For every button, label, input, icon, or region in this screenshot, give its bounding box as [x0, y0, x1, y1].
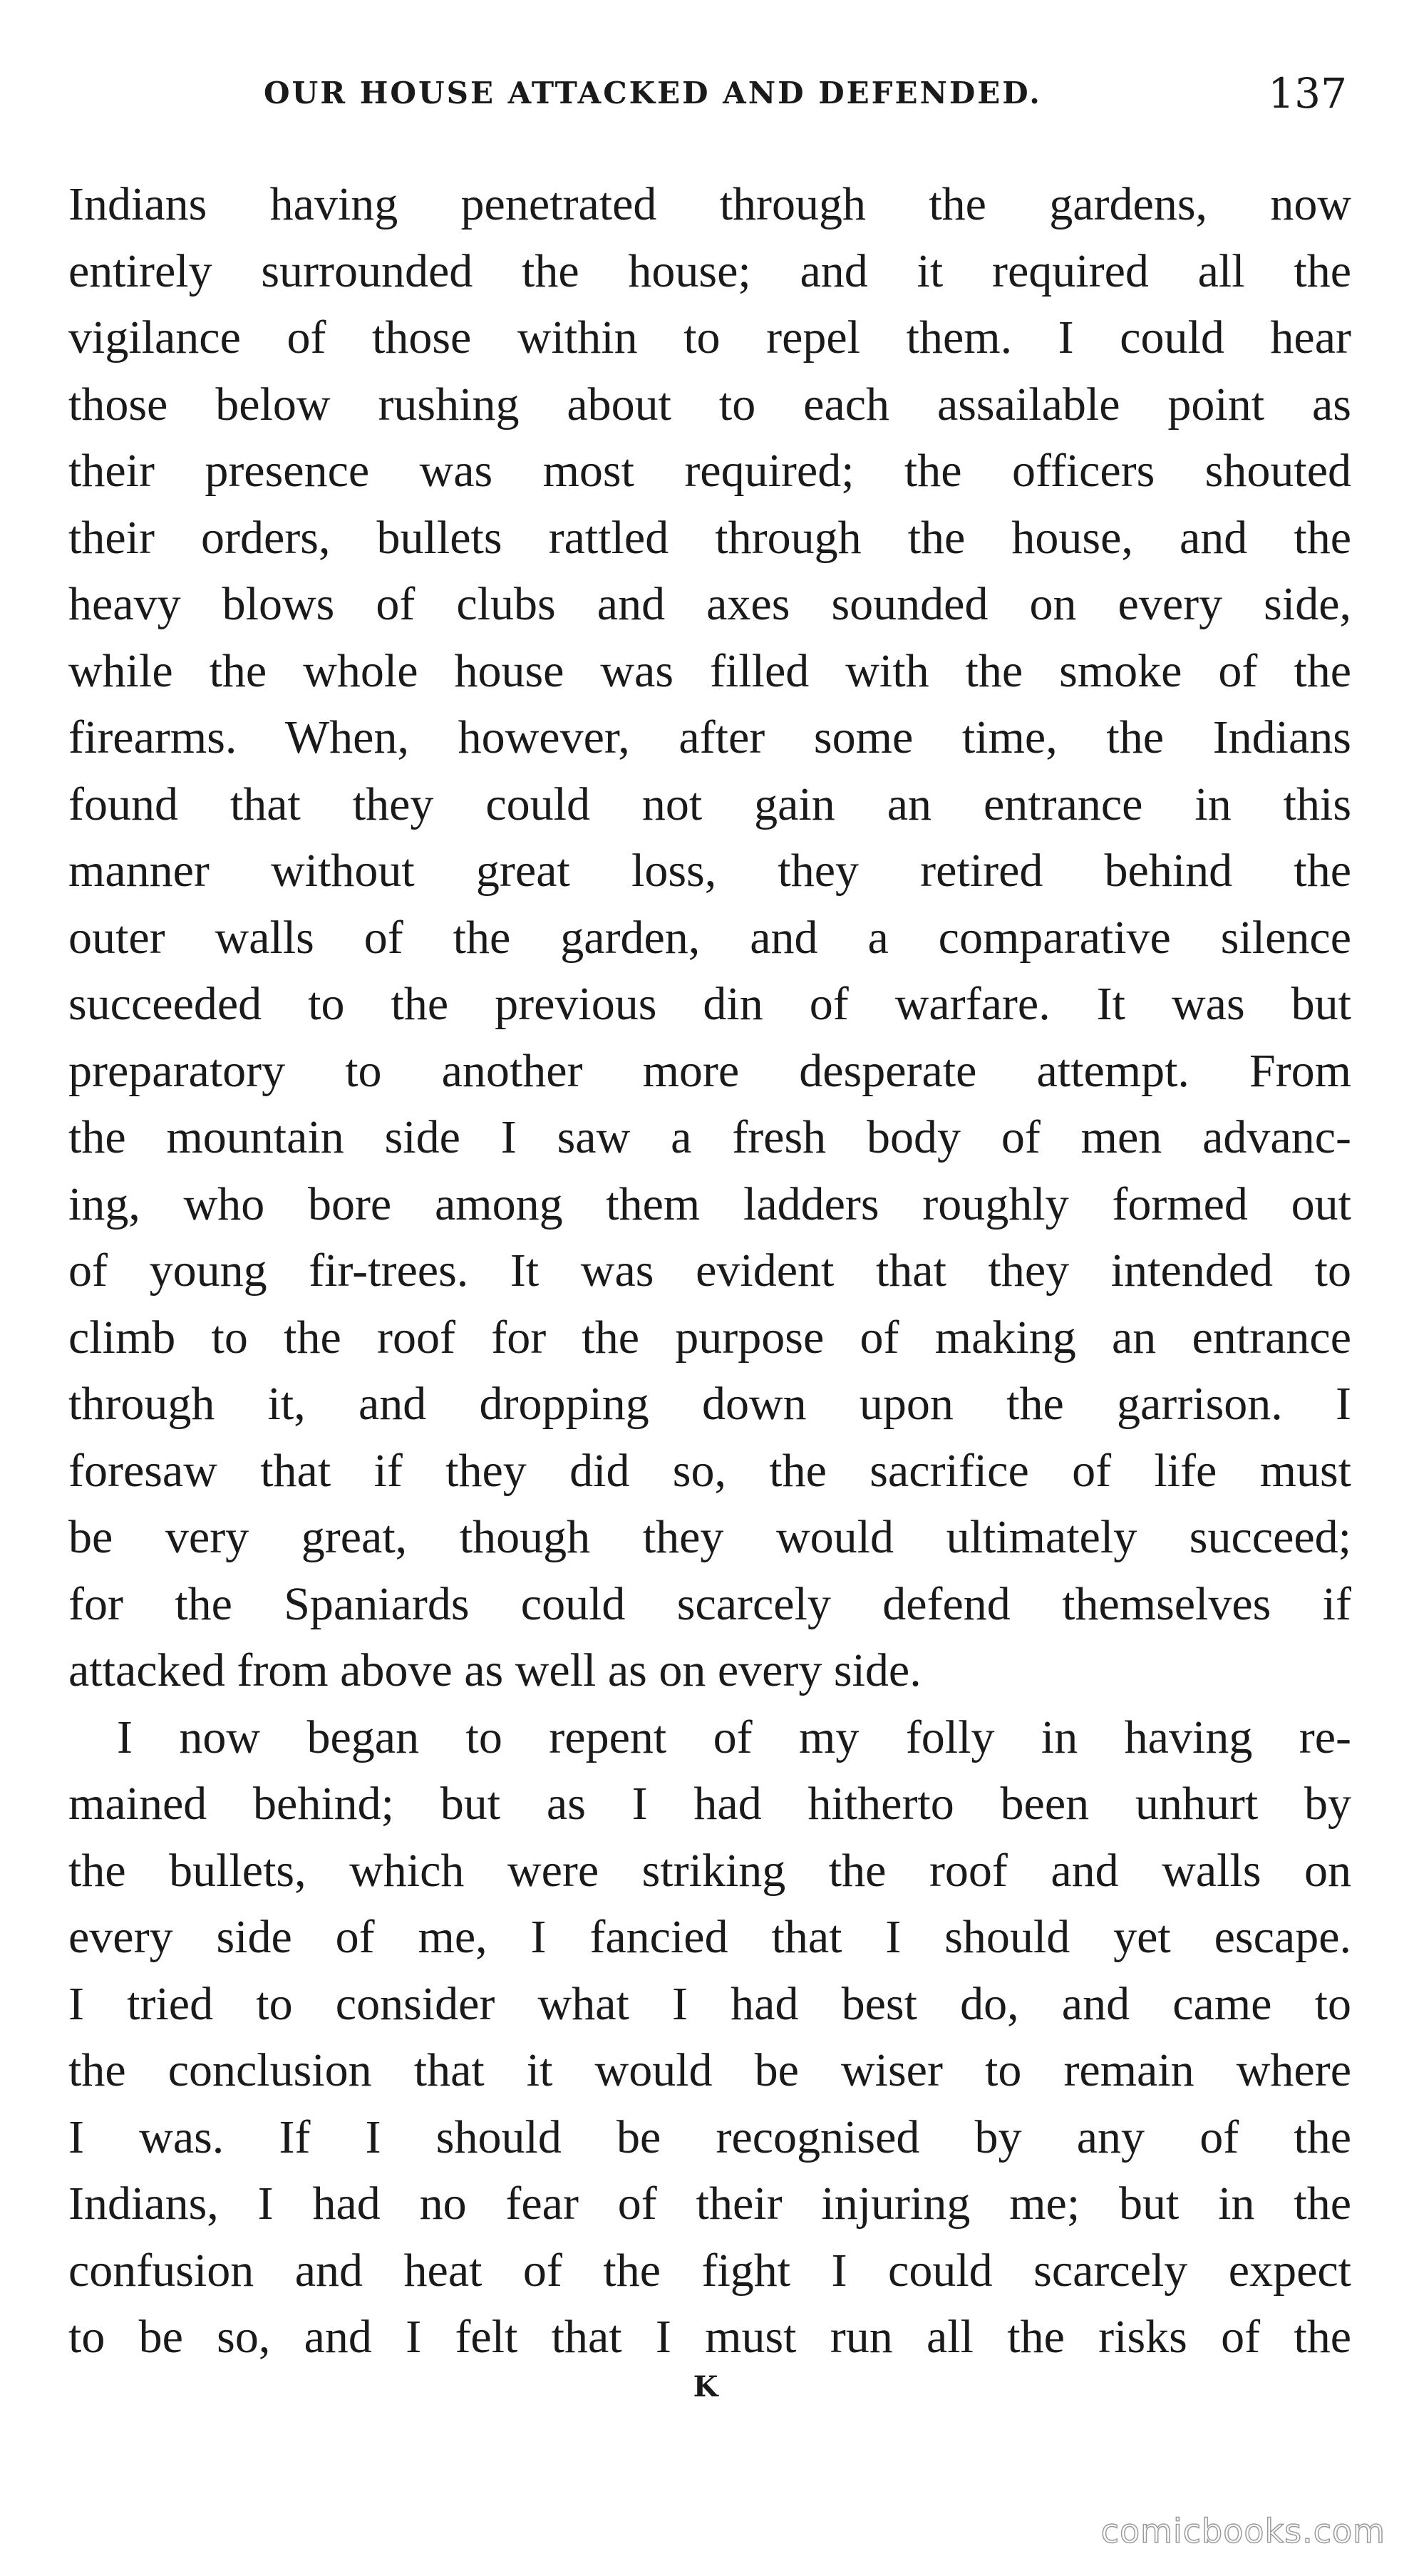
text-line: the mountain side I saw a fresh body of men advanc- [68, 1111, 1351, 1163]
text-line: mained behind; but as I had hitherto been unhurt by [68, 1778, 1351, 1830]
text-line: through it, and dropping down upon the garrison. I [68, 1378, 1351, 1430]
text-line: climb to the roof for the purpose of making an entrance [68, 1311, 1351, 1364]
text-line: of young fir-trees. It was evident that they intended to [68, 1245, 1351, 1297]
signature-mark: K [693, 2370, 721, 2404]
text-line: the conclusion that it would be wiser to remain where [68, 2044, 1351, 2096]
text-line: outer walls of the garden, and a comparative silence [68, 911, 1351, 964]
text-line: their presence was most required; the officers shouted [68, 445, 1351, 497]
paragraph-end-line: attacked from above as well as on every side. [68, 1644, 922, 1696]
text-line: preparatory to another more desperate attempt. From [68, 1044, 1351, 1097]
text-line: found that they could not gain an entrance in this [68, 778, 1351, 830]
watermark: comicbooks.com [1100, 2512, 1385, 2550]
body-text [68, 171, 1351, 2371]
page-number: 137 [1268, 69, 1347, 118]
text-line: their orders, bullets rattled through the house, and the [68, 511, 1351, 564]
text-line: for the Spaniards could scarcely defend themselves if [68, 1577, 1351, 1630]
text-line: I tried to consider what I had best do, and came to [68, 1977, 1351, 2030]
text-line: while the whole house was filled with the smoke of the [68, 644, 1351, 697]
running-title: OUR HOUSE ATTACKED AND DEFENDED. [264, 76, 1042, 110]
text-line: the bullets, which were striking the roof and walls on [68, 1844, 1351, 1897]
text-line: manner without great loss, they retired behind the [68, 845, 1351, 897]
text-line: heavy blows of clubs and axes sounded on every side, [68, 578, 1351, 630]
text-line: succeeded to the previous din of warfare. It was but [68, 978, 1351, 1030]
text-line: to be so, and I felt that I must run all the risks of the [68, 2311, 1351, 2363]
paragraph-start-line: I now began to repent of my folly in having re- [117, 1711, 1351, 1763]
text-line: vigilance of those within to repel them. I could hear [68, 311, 1351, 364]
text-line: foresaw that if they did so, the sacrifice of life must [68, 1444, 1351, 1497]
running-head [235, 68, 1347, 118]
text-line: ing, who bore among them ladders roughly formed out [68, 1178, 1351, 1230]
text-line: I was. If I should be recognised by any of the [68, 2111, 1351, 2163]
text-line: those below rushing about to each assailable point as [68, 378, 1351, 431]
text-line: be very great, though they would ultimately succeed; [68, 1511, 1351, 1563]
text-line: Indians having penetrated through the gardens, now [68, 178, 1351, 230]
text-line: every side of me, I fancied that I should yet escape. [68, 1911, 1351, 1963]
text-line: firearms. When, however, after some time, the Indians [68, 711, 1351, 763]
text-line: Indians, I had no fear of their injuring me; but in the [68, 2178, 1351, 2230]
text-line: confusion and heat of the fight I could scarcely expect [68, 2244, 1351, 2297]
text-line: entirely surrounded the house; and it required all the [68, 244, 1351, 297]
